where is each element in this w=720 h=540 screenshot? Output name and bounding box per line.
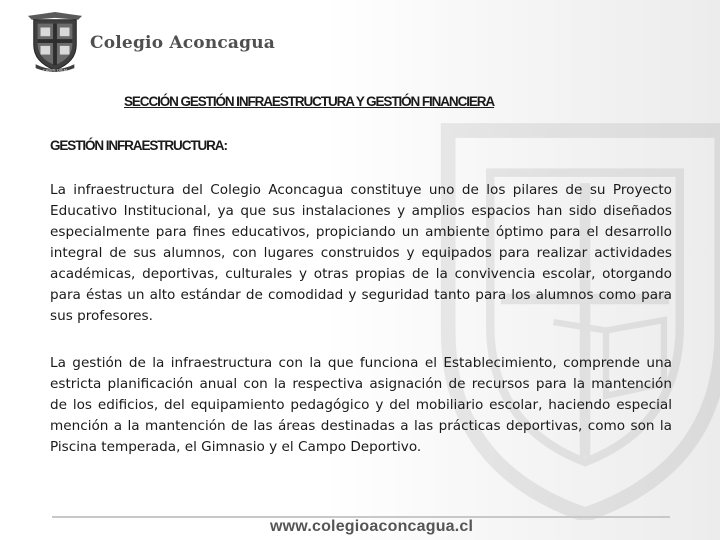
svg-text:CARPE DIEM: CARPE DIEM (43, 67, 67, 73)
infrastructure-paragraph-2: La gestión de la infraestructura con la que funciona el Establecimiento, comprende una estricta planificación anual con la respectiva asignación de recursos para la mantención de los edificios, del equipamiento pedagógico y del mobiliario escolar, haciendo especial mención a la mantención de las áreas destinadas a las prácticas deportivas, como son la Piscina temperada, el Gimnasio y el Campo Deportivo. (50, 355, 672, 455)
subsection-title: GESTIÓN INFRAESTRUCTURA: (50, 138, 227, 153)
section-title: SECCIÓN GESTIÓN INFRAESTRUCTURA Y GESTIÓN FINANCIERA (124, 94, 495, 109)
school-crest-icon (26, 10, 84, 74)
school-logo[interactable] (26, 10, 275, 74)
school-name: Colegio Aconcagua (90, 33, 276, 53)
infrastructure-paragraph-1: La infraestructura del Colegio Aconcagua constituye uno de los pilares de su Proyecto Educativo Institucional, ya que sus instalaciones y amplios espacios han sido diseñados especialmente para fines educativos, propiciando un ambiente óptimo para el desarrollo integral de sus alumnos, con lugares construidos y equipados para realizar actividades académicas, deportivas, culturales y otras propias de la convivencia escolar, otorgando para éstas un alto estándar de comodidad y seguridad tanto para los alumnos como para sus profesores. (50, 182, 672, 324)
footer-website-link[interactable]: www.colegioaconcagua.cl (270, 518, 474, 535)
